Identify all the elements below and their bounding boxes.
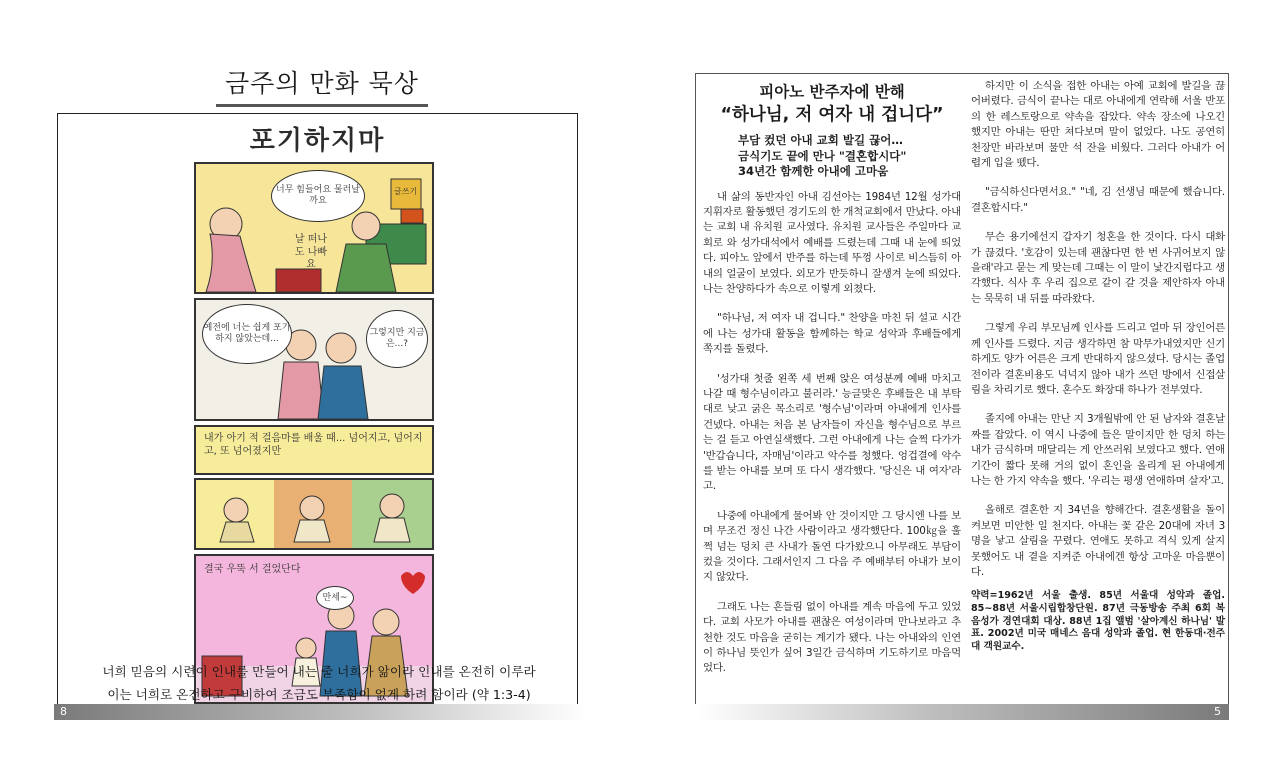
comic-title: 포기하지마	[249, 126, 386, 156]
comic-frame	[57, 113, 578, 713]
page-number-band-right	[695, 704, 1229, 720]
article-paragraph: 졸지에 아내는 만난 지 3개월밖에 안 된 남자와 결혼날짜를 잡았다. 이 역시 나중에 들은 말이지만 한 덩치 하는 내가 금식하며 매달리는 게 안쓰러워 보였다고 했다. 연애기간이 짧다 못해 거의 없이 혼인을 올리게 된 아내에게 나는 한 가지 약속을 했다. '우리는 평생 연애하며 살자'고.	[971, 413, 1225, 487]
bible-verse	[54, 660, 584, 706]
article-paragraph: 올해로 결혼한 지 34년을 향해간다. 결혼생활을 돌이켜보면 미안한 일 천지다. 아내는 꽃 같은 20대에 자녀 3명을 낳고 살림을 꾸렸다. 연애도 못하고 격식 있게 살지 못했어도 내 곁을 지켜준 아내에겐 항상 고마운 마음뿐이다.	[971, 504, 1225, 578]
comic-strip	[194, 162, 434, 707]
article-paragraph: "하나님, 저 여자 내 겁니다." 찬양을 마친 뒤 설교 시간에 나는 성가대 활동을 함께하는 학교 성악과 후배들에게 쪽지를 돌렸다.	[703, 312, 961, 356]
comic-panel-1	[194, 162, 434, 294]
comic-subpanel	[352, 480, 432, 548]
article-paragraph: 그래도 나는 흔들림 없이 아내를 계속 마음에 두고 있었다. 교회 사모가 아내를 괜찮은 여성이라며 만나보라고 추천한 것도 마음을 굳히는 계기가 됐다. 나는 아내와의 인연이 하나님 뜻인가 싶어 3일간 금식하며 기도하기로 마음먹었다.	[703, 600, 961, 675]
speech-bubble: 예전에 너는 쉽게 포기하지 않았는데...	[202, 304, 292, 364]
article-subheads	[738, 133, 961, 180]
article-paragraph: 나중에 아내에게 물어봐 안 것이지만 그 당시엔 나를 보며 무조건 정신 나간 사람이라고 생각했단다. 100㎏을 훌쩍 넘는 덩치 큰 사내가 돌연 다가왔으니 아무래도 부담이 컸을 것이다. 그래서인지 그 다음 주 예배부터 아내가 보이지 않았다.	[703, 509, 961, 584]
panel-5-caption: 결국 우뚝 서 걸었단다	[204, 564, 301, 575]
page-number-band-left	[54, 704, 586, 720]
article-column-left	[703, 74, 961, 677]
comic-subpanel	[196, 480, 276, 548]
subhead: 34년간 함께한 아내에 고마움	[738, 164, 889, 178]
baby-fall-drawing	[274, 480, 352, 548]
left-page	[54, 60, 584, 725]
page-number: 5	[1214, 705, 1221, 718]
article-paragraph: 그렇게 우리 부모님께 인사를 드리고 얼마 뒤 장인어른께 인사를 드렸다. 지금 생각하면 참 막무가내였지만 신기하게도 양가 어른은 크게 반대하지 않으셨다. 당시는 졸업 전이라 결혼비용도 넉넉지 않아 내가 쓰던 방에서 신접살림을 차리기로 했다. 혼수도 화장대 하나가 전부였다.	[971, 322, 1225, 396]
article-paragraph: 하지만 이 소식을 접한 아내는 아예 교회에 발길을 끊어버렸다. 금식이 끝나는 대로 아내에게 연락해 서울 반포의 한 레스토랑으로 약속을 잡았다. 약속 장소에 나오긴 했지만 아내는 딴만 쳐다보며 말이 없었다. 나도 공연히 천장만 바라보며 물만 석 잔을 비웠다. 그러다 아내가 어렵게 입을 뗐다.	[971, 80, 1225, 170]
panel-3-caption: 내가 아기 적 걸음마를 배울 때... 넘어지고, 넘어지고, 또 넘어졌지만	[204, 433, 423, 457]
right-page	[695, 73, 1229, 705]
panel-1-sign-text: 글쓰기	[394, 187, 418, 196]
comic-section-title: 금주의 만화 묵상	[216, 64, 428, 107]
article-headline-1: 피아노 반주자에 반해	[759, 83, 905, 101]
comic-panel-4	[194, 478, 434, 550]
article-paragraph: '성가대 첫줄 왼쪽 세 번째 앉은 여성분께 예배 마치고 나갈 때 형수님이라고 불러라.' 능글맞은 후배들은 내 부탁대로 낮고 굵은 목소리로 '형수님'이라며 아내에게 인사를 건넸다. 아내는 처음 본 남자들이 자신을 형수님으로 부르는 걸 듣고 아연실색했다. 그런 아내에게 나는 슬쩍 다가가 '반갑습니다, 자매님'이라고 악수를 청했다. 엉겁결에 악수를 받는 아내를 보며 또 다시 생각했다. '당신은 내 여자'라고.	[703, 372, 961, 493]
bible-verse-line-1: 너희 믿음의 시련이 인내를 만들어 내는 줄 너희가 앎이라 인내를 온전히 이루라	[102, 664, 536, 679]
page-number: 8	[60, 705, 67, 718]
author-bio: 약력=1962년 서울 출생. 85년 서울대 성악과 졸업. 85~88년 서울시립합창단원. 87년 극동방송 주최 6회 복음성가 경연대회 대상. 88년 1집 앨범 '살아계신 하나님' 발표. 2002년 미국 매네스 음대 성악과 졸업. 현 한동대·전주대 객원교수.	[971, 590, 1225, 652]
panel-1-side-text: 날 떠나도 나빠요	[294, 234, 328, 270]
speech-bubble: 만세~	[316, 586, 354, 610]
article-paragraph: 내 삶의 동반자인 아내 김선아는 1984년 12월 성가대 지휘자로 활동했던 경기도의 한 개척교회에서 만났다. 아내는 교회 내 유치원 교사였다. 유치원 교사들은 주일마다 교회로 와 성가대석에서 예배를 드렸는데 그때 내 눈에 띄었다. 피아노 앞에서 반주를 하는데 뚜껑 사이로 비스듬히 아내의 얼굴이 보였다. 외모가 반듯하니 잘생겨 눈에 띄었다. 나는 찬양하다가 속으로 이렇게 외쳤다.	[703, 190, 961, 295]
bible-verse-line-2: 이는 너희로 온전하고 구비하여 조금도 부족함이 없게 하려 함이라 (약 1:3-4)	[107, 687, 531, 702]
article-paragraph: 무슨 용기에선지 갑자기 청혼을 한 것이다. 다시 대화가 끊겼다. '호감이 있는데 괜찮다면 한 번 사귀어보지 않을래'라고 묻는 게 맞는데 그때는 이 말이 낯간지럽다고 생각했다. 식사 후 우리 집으로 같이 갈 것을 제안하자 아내는 묵묵히 내 뒤를 따라왔다.	[971, 231, 1225, 305]
baby-fall-drawing	[196, 480, 274, 548]
subhead: 금식기도 끝에 만나 "결혼합시다"	[738, 148, 907, 163]
comic-subpanel	[274, 480, 354, 548]
baby-fall-drawing	[352, 480, 430, 548]
article-paragraph: "금식하신다면서요." "네, 김 선생님 때문에 했습니다. 결혼합시다."	[971, 186, 1225, 214]
comic-panel-3	[194, 425, 434, 475]
article-headline-2: “하나님, 저 여자 내 겁니다”	[720, 105, 944, 125]
comic-panel-2	[194, 298, 434, 421]
speech-bubble: 너무 힘들어요 물러날까요	[271, 170, 365, 222]
speech-bubble: 그렇지만 지금은...?	[366, 310, 428, 368]
article-column-right	[971, 74, 1225, 653]
subhead: 부담 컸던 아내 교회 발길 끊어…	[738, 133, 903, 147]
